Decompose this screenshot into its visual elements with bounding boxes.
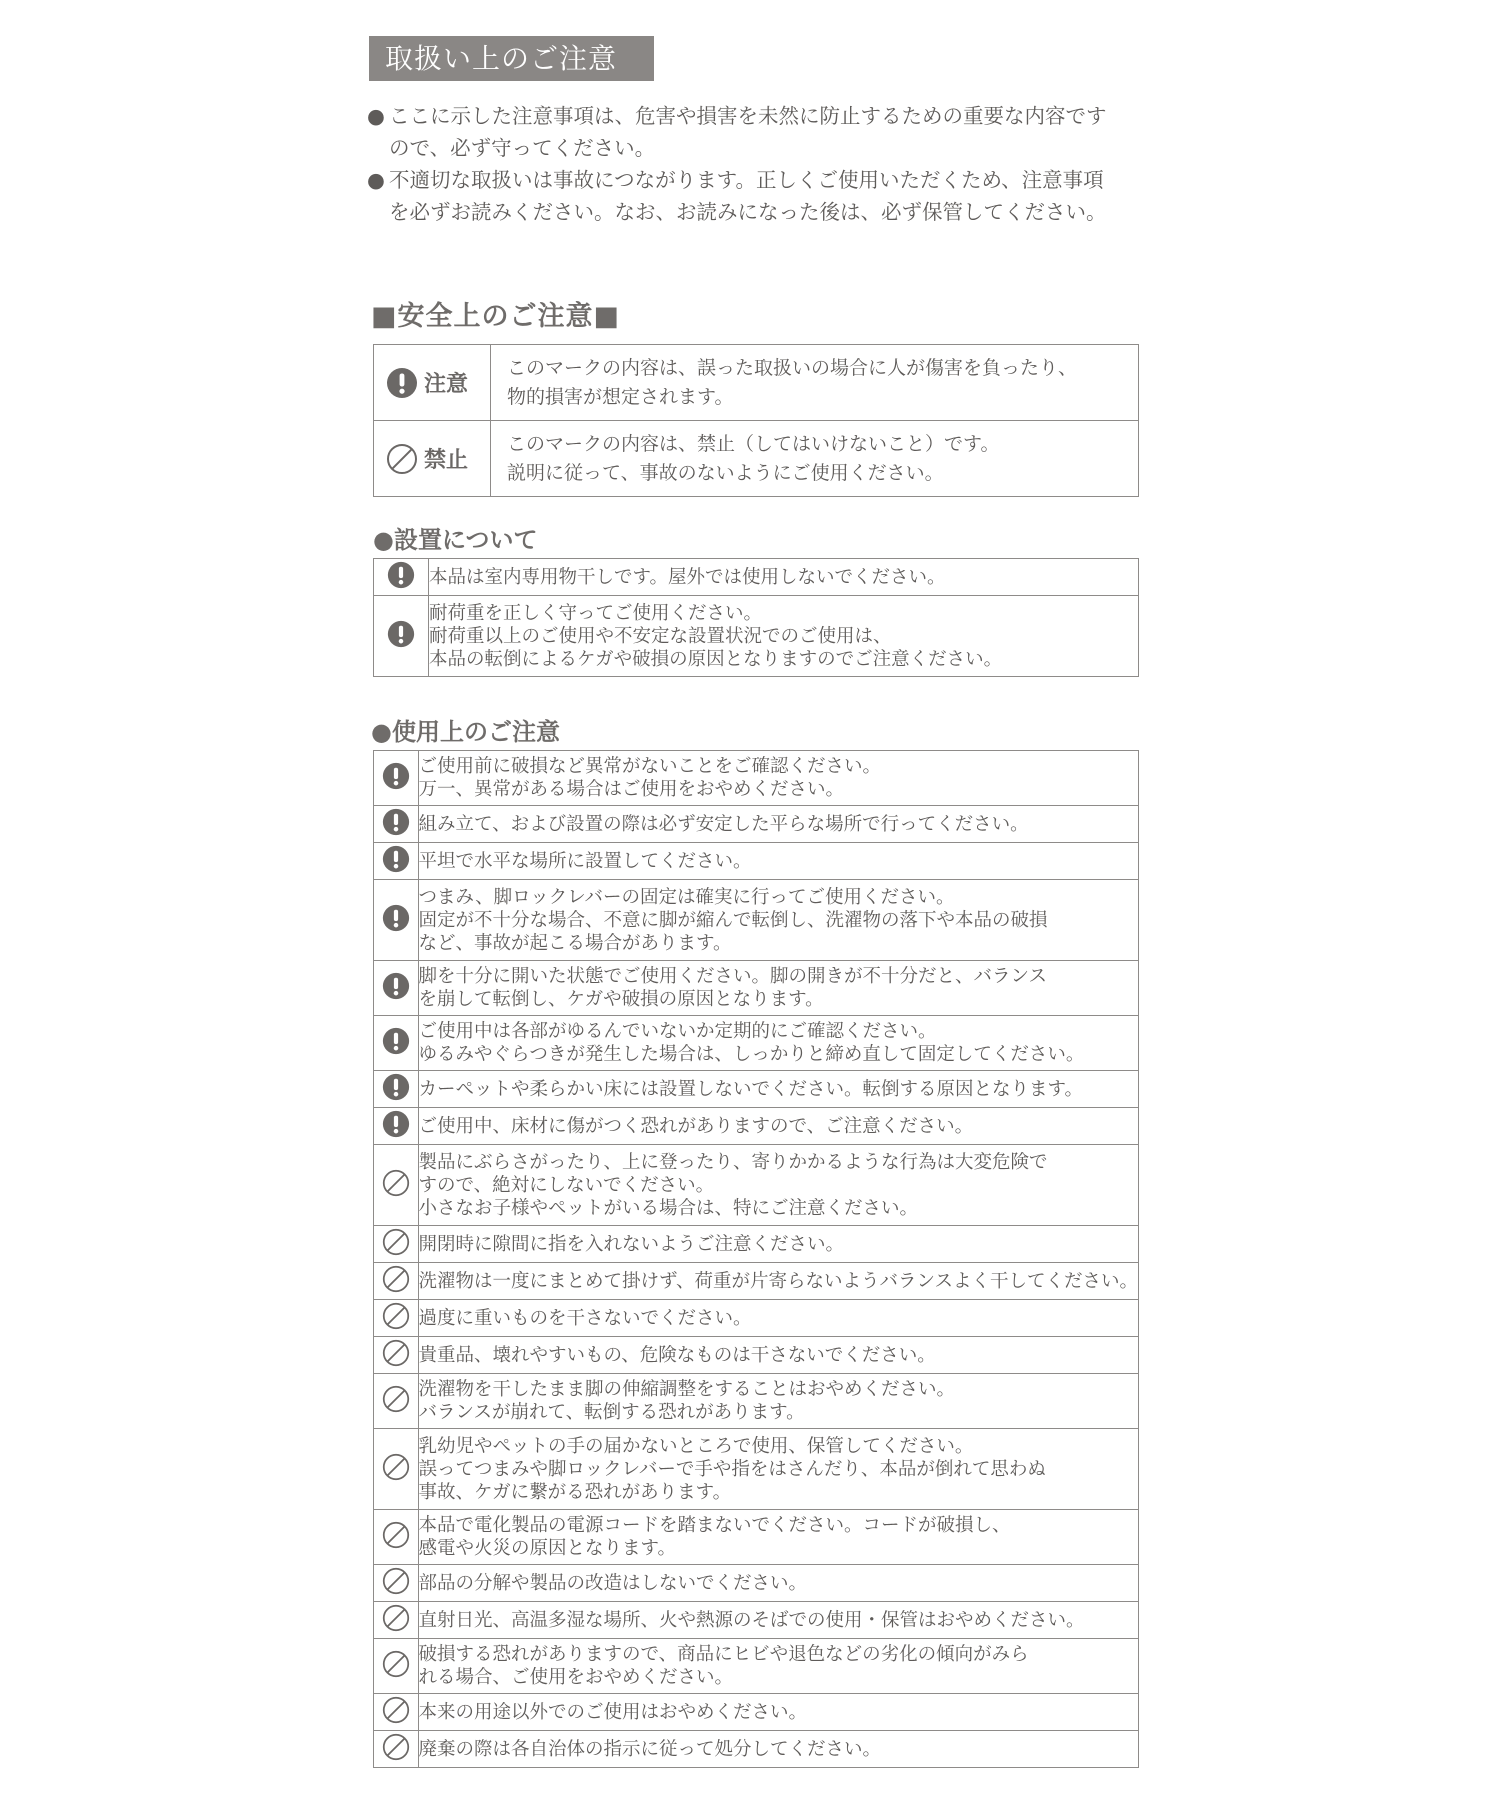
row-text — [418, 1337, 1138, 1374]
row-line: 貴重品、壊れやすいもの、危険なものは干さないでください。 — [418, 1344, 936, 1366]
exclamation-icon — [382, 845, 410, 873]
legend-label: 注意 — [424, 372, 469, 397]
row-icon-cell — [374, 1016, 419, 1071]
row-icon-cell — [374, 1108, 419, 1145]
row-text — [418, 1565, 1138, 1602]
row-text — [418, 1263, 1138, 1300]
row-line: 洗濯物は一度にまとめて掛けず、荷重が片寄らないようバランスよく干してください。 — [418, 1270, 1138, 1292]
prohibition-icon — [382, 1733, 410, 1761]
legend-line: 物的損害が想定されます。 — [507, 385, 734, 408]
row-icon-cell — [374, 1337, 419, 1374]
legend-line: 説明に従って、事故のないようにご使用ください。 — [507, 461, 944, 484]
row-line: 部品の分解や製品の改造はしないでください。 — [418, 1572, 808, 1594]
legend-row — [374, 345, 1139, 421]
row-line: 耐荷重以上のご使用や不安定な設置状況でのご使用は、 — [429, 625, 892, 647]
prohibition-icon — [382, 1567, 410, 1595]
bullet-dot: ● — [367, 168, 385, 192]
legend-mark-cell — [374, 421, 491, 497]
table-row — [374, 596, 1139, 677]
table-row — [374, 1108, 1139, 1145]
table-row — [374, 1731, 1139, 1768]
row-icon-cell — [374, 1263, 419, 1300]
bullet-dot: ● — [367, 104, 385, 128]
row-line: 平坦で水平な場所に設置してください。 — [418, 850, 752, 872]
exclamation-icon — [382, 1073, 410, 1101]
intro-note-line: ここに示した注意事項は、危害や損害を未然に防止するための重要な内容です — [389, 104, 1107, 128]
prohibition-icon — [382, 1453, 410, 1481]
row-icon-cell — [374, 1145, 419, 1226]
table-row — [374, 1429, 1139, 1510]
row-line: を崩して転倒し、ケガや破損の原因となります。 — [418, 989, 824, 1010]
prohibition-icon — [382, 1696, 410, 1724]
table-row — [374, 1145, 1139, 1226]
intro-note-line: 不適切な取扱いは事故につながります。正しくご使用いただくため、注意事項 — [389, 168, 1104, 192]
row-text — [418, 1016, 1138, 1071]
row-line: 耐荷重を正しく守ってご使用ください。 — [429, 602, 763, 624]
installation-heading: ●設置について — [373, 526, 538, 554]
row-line: ゆるみやぐらつきが発生した場合は、しっかりと締め直して固定してください。 — [418, 1044, 1085, 1065]
prohibition-icon — [386, 443, 418, 475]
symbol-legend-table — [373, 344, 1139, 497]
safety-heading: ■安全上のご注意■ — [371, 301, 621, 332]
prohibition-icon — [382, 1339, 410, 1367]
row-icon-cell — [374, 1694, 419, 1731]
row-icon-cell — [374, 1226, 419, 1263]
page-title: 取扱い上のご注意 — [369, 36, 654, 81]
prohibition-icon — [382, 1228, 410, 1256]
row-line: 廃棄の際は各自治体の指示に従って処分してください。 — [418, 1738, 882, 1760]
row-text — [418, 1510, 1138, 1565]
row-text — [418, 1602, 1138, 1639]
prohibition-icon — [382, 1521, 410, 1549]
row-line: 破損する恐れがありますので、商品にヒビや退色などの劣化の傾向がみら — [418, 1644, 1029, 1665]
legend-line: このマークの内容は、禁止（してはいけないこと）です。 — [507, 432, 1000, 455]
table-row — [374, 1510, 1139, 1565]
table-row — [374, 1071, 1139, 1108]
row-text — [418, 843, 1138, 880]
table-row — [374, 751, 1139, 806]
row-line: 小さなお子様やペットがいる場合は、特にご注意ください。 — [418, 1197, 919, 1219]
row-line: 製品にぶらさがったり、上に登ったり、寄りかかるような行為は大変危険で — [418, 1151, 1048, 1173]
row-text — [418, 1374, 1138, 1429]
prohibition-icon — [382, 1302, 410, 1330]
exclamation-icon — [382, 808, 410, 836]
prohibition-icon — [382, 1385, 410, 1413]
exclamation-icon — [387, 620, 415, 648]
legend-description — [491, 421, 1139, 497]
row-line: ご使用中、床材に傷がつく恐れがありますので、ご注意ください。 — [418, 1115, 974, 1137]
table-row — [374, 1602, 1139, 1639]
legend-line: このマークの内容は、誤った取扱いの場合に人が傷害を負ったり、 — [507, 356, 1078, 379]
table-row — [374, 1226, 1139, 1263]
row-icon-cell — [374, 1731, 419, 1768]
legend-mark-cell — [374, 345, 491, 421]
prohibition-icon — [382, 1265, 410, 1293]
row-icon-cell — [374, 1429, 419, 1510]
table-row — [374, 1016, 1139, 1071]
table-row — [374, 843, 1139, 880]
prohibition-icon — [382, 1604, 410, 1632]
row-line: 事故、ケガに繋がる恐れがあります。 — [418, 1481, 732, 1503]
row-text — [418, 1429, 1138, 1510]
row-icon-cell — [374, 1510, 419, 1565]
table-row — [374, 961, 1139, 1016]
exclamation-icon — [387, 561, 415, 589]
row-text — [418, 1071, 1138, 1108]
row-text — [418, 1639, 1138, 1694]
table-row — [374, 1263, 1139, 1300]
exclamation-icon — [382, 762, 410, 790]
table-row — [374, 1337, 1139, 1374]
row-text — [418, 1694, 1138, 1731]
row-line: 洗濯物を干したまま脚の伸縮調整をすることはおやめください。 — [418, 1379, 956, 1400]
row-text — [418, 1731, 1138, 1768]
table-row — [374, 806, 1139, 843]
row-icon-cell — [374, 1300, 419, 1337]
row-icon-cell — [374, 559, 429, 596]
row-icon-cell — [374, 961, 419, 1016]
row-line: バランスが崩れて、転倒する恐れがあります。 — [418, 1402, 805, 1423]
row-line: など、事故が起こる場合があります。 — [418, 932, 732, 954]
row-text — [418, 1226, 1138, 1263]
row-line: 本来の用途以外でのご使用はおやめください。 — [418, 1701, 808, 1723]
row-icon-cell — [374, 1602, 419, 1639]
row-line: 乳幼児やペットの手の届かないところで使用、保管してください。 — [418, 1435, 974, 1457]
row-icon-cell — [374, 751, 419, 806]
row-line: 誤ってつまみや脚ロックレバーで手や指をはさんだり、本品が倒れて思わぬ — [418, 1458, 1046, 1480]
row-text — [418, 806, 1138, 843]
row-line: 本品の転倒によるケガや破損の原因となりますのでご注意ください。 — [429, 648, 1003, 670]
row-icon-cell — [374, 880, 419, 961]
table-row — [374, 1694, 1139, 1731]
table-row — [374, 880, 1139, 961]
exclamation-icon — [382, 904, 410, 932]
row-icon-cell — [374, 1565, 419, 1602]
exclamation-icon — [382, 1110, 410, 1138]
row-line: 開閉時に隙間に指を入れないようご注意ください。 — [418, 1233, 845, 1255]
row-icon-cell — [374, 1639, 419, 1694]
row-line: カーペットや柔らかい床には設置しないでください。転倒する原因となります。 — [418, 1078, 1084, 1100]
row-text — [418, 1300, 1138, 1337]
row-text — [418, 880, 1138, 961]
exclamation-icon — [382, 1027, 410, 1055]
exclamation-icon — [382, 972, 410, 1000]
row-icon-cell — [374, 1071, 419, 1108]
usage-table — [373, 750, 1139, 1768]
exclamation-icon — [386, 367, 418, 399]
row-line: ご使用中は各部がゆるんでいないか定期的にご確認ください。 — [418, 1021, 937, 1042]
row-line: 本品で電化製品の電源コードを踏まないでください。コードが破損し、 — [418, 1515, 1011, 1536]
installation-table — [373, 558, 1139, 677]
row-text — [429, 559, 1139, 596]
intro-note-line: ので、必ず守ってください。 — [389, 136, 656, 160]
row-line: 組み立て、および設置の際は必ず安定した平らな場所で行ってください。 — [418, 813, 1029, 835]
row-text — [418, 1145, 1138, 1226]
prohibition-icon — [382, 1650, 410, 1678]
legend-label: 禁止 — [424, 448, 469, 473]
table-row — [374, 1565, 1139, 1602]
table-row — [374, 1374, 1139, 1429]
row-icon-cell — [374, 806, 419, 843]
table-row — [374, 1300, 1139, 1337]
row-text — [418, 1108, 1138, 1145]
row-line: れる場合、ご使用をおやめください。 — [418, 1667, 734, 1688]
legend-description — [491, 345, 1139, 421]
row-text — [429, 596, 1139, 677]
table-row — [374, 1639, 1139, 1694]
row-icon-cell — [374, 843, 419, 880]
intro-note — [367, 164, 1147, 228]
row-line: 感電や火災の原因となります。 — [418, 1538, 677, 1559]
row-line: 直射日光、高温多湿な場所、火や熱源のそばでの使用・保管はおやめください。 — [418, 1609, 1085, 1631]
row-line: つまみ、脚ロックレバーの固定は確実に行ってご使用ください。 — [418, 886, 955, 908]
row-line: すので、絶対にしないでください。 — [418, 1174, 715, 1196]
row-line: 本品は室内専用物干しです。屋外では使用しないでください。 — [429, 566, 946, 588]
row-line: ご使用前に破損など異常がないことをご確認ください。 — [418, 756, 882, 777]
row-line: 脚を十分に開いた状態でご使用ください。脚の開きが不十分だと、バランス — [418, 966, 1047, 987]
table-row — [374, 559, 1139, 596]
row-icon-cell — [374, 596, 429, 677]
row-line: 過度に重いものを干さないでください。 — [418, 1307, 752, 1329]
row-icon-cell — [374, 1374, 419, 1429]
row-text — [418, 751, 1138, 806]
row-text — [418, 961, 1138, 1016]
intro-note — [367, 100, 1147, 164]
usage-heading: ●使用上のご注意 — [371, 718, 560, 746]
legend-row — [374, 421, 1139, 497]
intro-notes — [367, 100, 1147, 228]
prohibition-icon — [382, 1169, 410, 1197]
row-line: 固定が不十分な場合、不意に脚が縮んで転倒し、洗濯物の落下や本品の破損 — [418, 909, 1048, 931]
intro-note-line: を必ずお読みください。なお、お読みになった後は、必ず保管してください。 — [389, 200, 1107, 224]
row-line: 万一、異常がある場合はご使用をおやめください。 — [418, 779, 845, 800]
